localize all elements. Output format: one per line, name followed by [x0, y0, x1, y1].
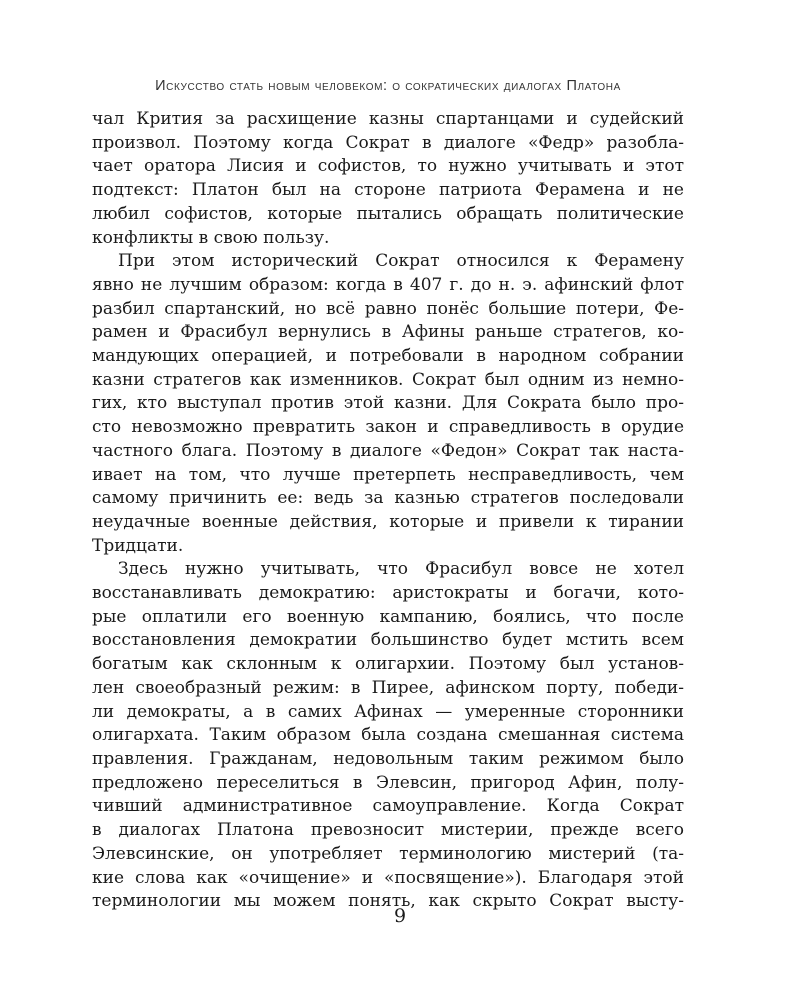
text-line: произвол. Поэтому когда Сократ в диалоге «Федр» разобла- [92, 132, 684, 153]
text-line: Тридцати. [92, 535, 184, 556]
text-line: частного блага. Поэтому в диалоге «Федон» Сократ так наста- [92, 440, 684, 461]
running-head: Искусство стать новым человеком: о сократических диалогах Платона [155, 78, 621, 94]
text-line: неудачные военные действия, которые и привели к тирании [92, 511, 684, 532]
text-line: чает оратора Лисия и софистов, то нужно учитывать и этот [92, 156, 684, 177]
text-line: гих, кто выступал против этой казни. Для Сократа было про- [92, 393, 684, 414]
text-line: рамен и Фрасибул вернулись в Афины раньше стратегов, ко- [92, 322, 684, 343]
text-line: чал Крития за расхищение казны спартанцами и судейский [92, 109, 684, 129]
text-line: восстанавливать демократию: аристократы и богачи, кото- [92, 583, 684, 604]
page-number: 9 [393, 905, 407, 927]
body-text [92, 108, 684, 914]
text-line: кие слова как «очищение» и «посвящение»). Благодаря этой [92, 867, 684, 888]
text-line: восстановления демократии большинство будет мстить всем [92, 630, 684, 651]
text-line: предложено переселиться в Элевсин, пригород Афин, полу- [92, 772, 684, 793]
text-line: любил софистов, которые пытались обращать политические [92, 203, 684, 224]
text-line: При этом исторический Сократ относился к Ферамену [118, 251, 684, 272]
paragraph-1 [92, 108, 684, 250]
text-line: в диалогах Платона превозносит мистерии, прежде всего [92, 820, 684, 841]
text-line: явно не лучшим образом: когда в 407 г. до н. э. афинский флот [92, 274, 684, 295]
text-line: ли демократы, а в самих Афинах — умеренные сторонники [92, 701, 684, 722]
text-line: Элевсинские, он употребляет терминологию мистерий (та- [92, 843, 684, 864]
paragraph-2 [92, 250, 684, 558]
text-line: подтекст: Платон был на стороне патриота Ферамена и не [92, 180, 684, 201]
text-line: олигархата. Таким образом была создана смешанная система [92, 725, 684, 746]
text-line: рые оплатили его военную кампанию, боялись, что после [92, 606, 684, 627]
text-line: казни стратегов как изменников. Сократ был одним из немно- [92, 369, 684, 390]
text-line: богатым как склонным к олигархии. Поэтому был установ- [92, 654, 684, 675]
paragraph-3 [92, 558, 684, 914]
text-line: чивший административное самоуправление. Когда Сократ [92, 796, 684, 817]
text-line: терминологии мы можем понять, как скрыто Сократ высту- [92, 891, 684, 912]
text-line: самому причинить ее: ведь за казнью стратегов последовали [92, 488, 684, 509]
text-line: мандующих операцией, и потребовали в народном собрании [92, 346, 684, 367]
text-line: разбил спартанский, но всё равно понёс большие потери, Фе- [92, 298, 684, 319]
text-line: сто невозможно превратить закон и справедливость в орудие [92, 417, 684, 438]
text-line: лен своеобразный режим: в Пирее, афинском порту, победи- [92, 677, 684, 698]
text-line: Здесь нужно учитывать, что Фрасибул вовсе не хотел [118, 559, 684, 580]
text-line: ивает на том, что лучше претерпеть несправедливость, чем [92, 464, 684, 485]
text-line: конфликты в свою пользу. [92, 227, 330, 248]
text-line: правления. Гражданам, недовольным таким режимом было [92, 748, 684, 769]
